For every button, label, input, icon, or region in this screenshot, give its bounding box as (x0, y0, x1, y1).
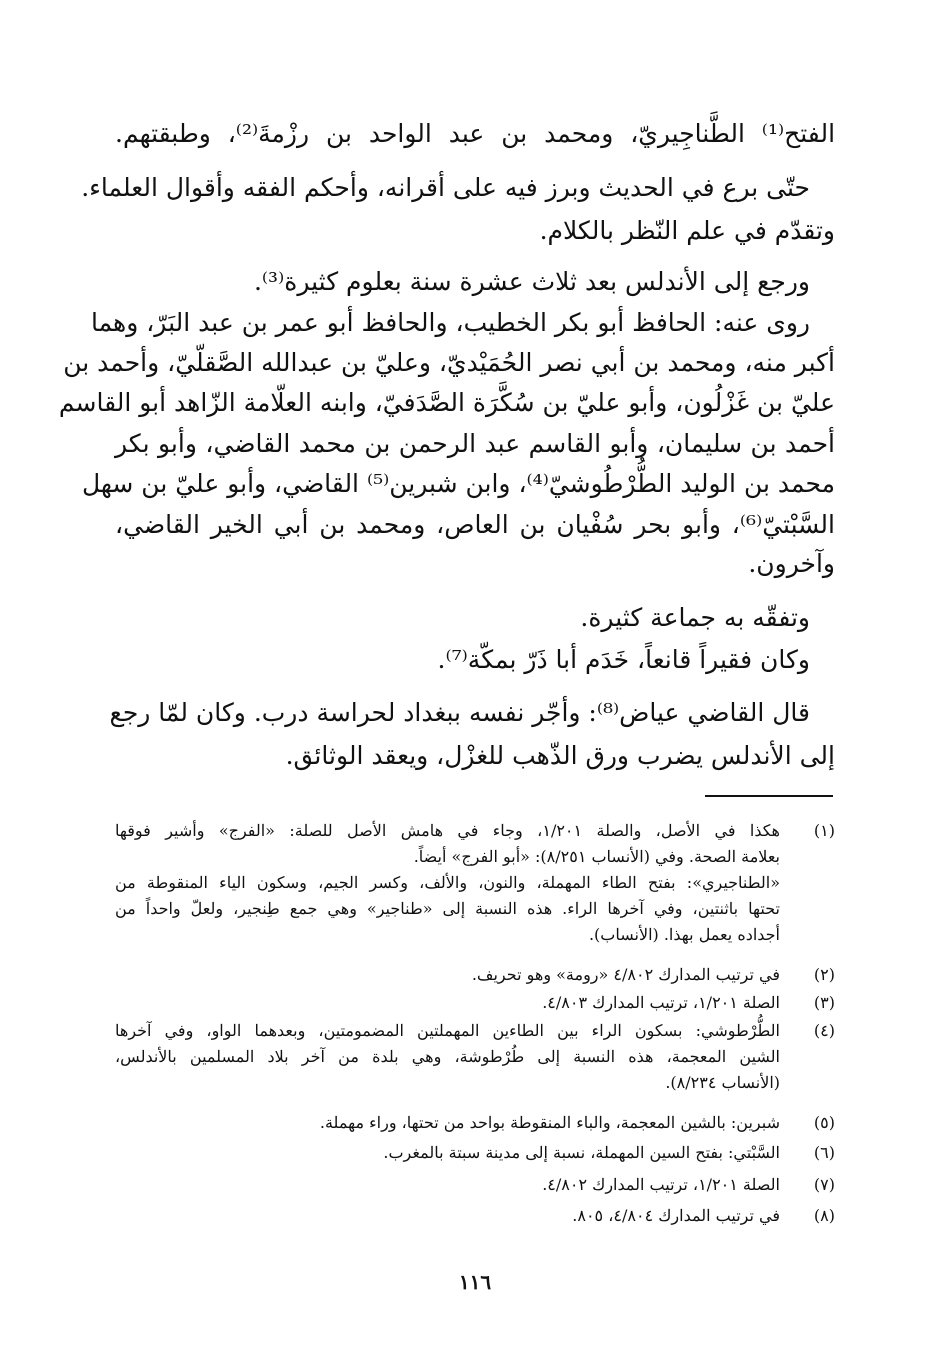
body-line: محمد بن الوليد الطُّرْطُوشيّ⁽⁴⁾، وابن شبرين⁽⁵⁾ القاضي، وأبو عليّ بن سهل (81, 469, 835, 498)
footnote-line: (الأنساب ٨/٢٣٤). (665, 1073, 780, 1092)
footnote-line: شبرين: بالشين المعجمة، والباء المنقوطة بواحد من تحتها، وراء مهملة. (319, 1113, 780, 1132)
footnote-line: أجداده يعمل بهذا. (الأنساب). (588, 925, 780, 944)
body-line: وكان فقيراً قانعاً، خَدَم أبا ذَرّ بمكّة⁽⁷⁾. (437, 645, 810, 674)
footnote-line: هكذا في الأصل، والصلة ١/٢٠١، وجاء في هامش الأصل للصلة: «الفرج» وأشير فوقها (115, 821, 780, 840)
footnote-line: الصلة ١/٢٠١، ترتيب المدارك ٤/٨٠٢. (542, 1175, 780, 1194)
footnote-number: (٨) (813, 1206, 835, 1225)
footnote-line: بعلامة الصحة. وفي (الأنساب ٨/٢٥١): «أبو الفرج» أيضاً. (413, 847, 780, 866)
footnote-line: في ترتيب المدارك ٤/٨٠٢ «رومة» وهو تحريف. (471, 965, 780, 984)
body-line: وتفقّه به جماعة كثيرة. (580, 603, 810, 632)
footnote-line: «الطناجيري»: بفتح الطاء المهملة، والنون، والألف، وكسر الجيم، وسكون الياء المنقوطة من (115, 873, 780, 892)
body-line: الفتح⁽¹⁾ الطَّناجِيريّ، ومحمد بن عبد الواحد بن رزْمةَ⁽²⁾، وطبقتهم. (115, 119, 836, 148)
footnote-number: (٧) (813, 1175, 835, 1194)
body-line: أحمد بن سليمان، وأبو القاسم عبد الرحمن بن محمد القاضي، وأبو بكر (115, 429, 835, 458)
footnote-line: الصلة ١/٢٠١، ترتيب المدارك ٤/٨٠٣. (542, 993, 780, 1012)
footnote-line: تحتها باثنتين، وفي آخرها الراء. هذه النسبة إلى «طناجير» وهي جمع طِنجير، ولعلّ واحداً من (115, 899, 780, 918)
footnote-number: (٢) (813, 965, 835, 984)
body-line: ورجع إلى الأندلس بعد ثلاث عشرة سنة بعلوم كثيرة⁽³⁾. (253, 267, 810, 296)
body-line: وتقدّم في علم النّظر بالكلام. (539, 216, 835, 245)
body-line: روى عنه: الحافظ أبو بكر الخطيب، والحافظ أبو عمر بن عبد البَرّ، وهما (90, 308, 810, 337)
footnote-line: في ترتيب المدارك ٤/٨٠٤، ٨٠٥. (572, 1206, 780, 1225)
footnote-line: الطُّرْطوشي: بسكون الراء بين الطاءين المهملتين المضمومتين، وبعدهما الواو، وفي آخرها (115, 1021, 780, 1040)
body-line: وآخرون. (748, 549, 835, 578)
body-line: السَّبْتيّ⁽⁶⁾، وأبو بحر سُفْيان بن العاص، ومحمد بن أبي الخير القاضي، (115, 510, 835, 539)
body-line: قال القاضي عياض⁽⁸⁾: وأجّر نفسه ببغداد لحراسة درب. وكان لمّا رجع (109, 698, 810, 727)
footnote-number: (١) (813, 821, 835, 840)
body-line: أكبر منه، ومحمد بن أبي نصر الحُمَيْديّ، وعليّ بن عبدالله الصَّقلّيّ، وأحمد بن (63, 348, 835, 377)
footnote-line: الشين المعجمة، هذه النسبة إلى طُرْطوشة، وهي بلدة من آخر بلاد المسلمين بالأندلس، (115, 1047, 780, 1066)
footnote-divider (705, 795, 833, 797)
footnote-number: (٦) (813, 1143, 835, 1162)
footnote-number: (٥) (813, 1113, 835, 1132)
body-line: حتّى برع في الحديث وبرز فيه على أقرانه، وأحكم الفقه وأقوال العلماء. (81, 173, 810, 202)
page-number: ١١٦ (458, 1270, 492, 1294)
body-line: عليّ بن غَزْلُون، وأبو عليّ بن سُكَّرَة الصَّدَفيّ، وابنه العلّامة الزّاهد أبو القاسم (58, 388, 835, 417)
body-line: إلى الأندلس يضرب ورق الذّهب للغزْل، ويعقد الوثائق. (285, 741, 835, 770)
footnote-line: السَّبْتي: بفتح السين المهملة، نسبة إلى مدينة سبتة بالمغرب. (383, 1143, 780, 1162)
footnote-number: (٣) (813, 993, 835, 1012)
footnote-number: (٤) (813, 1021, 835, 1040)
